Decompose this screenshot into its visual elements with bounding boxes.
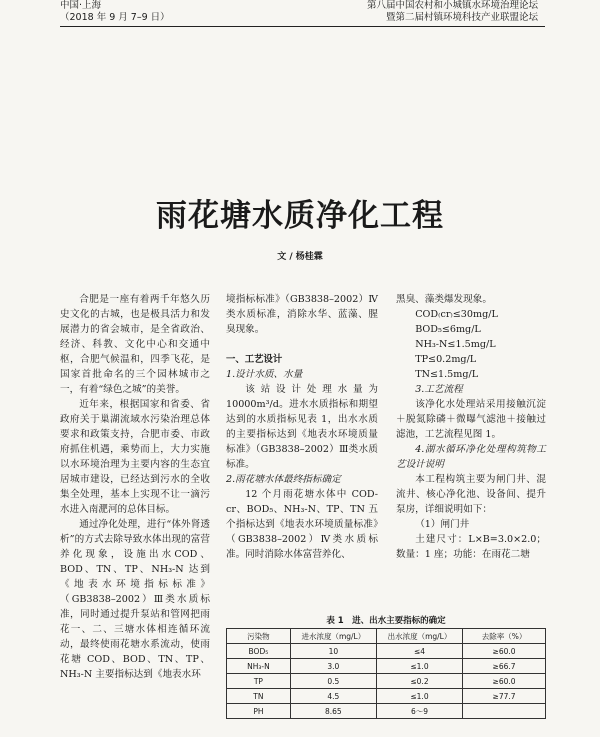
subsection-heading: 3.工艺流程: [415, 384, 463, 395]
table-row: [227, 689, 546, 704]
header-forum-title: 第八届中国农村和小城镇水环境治理论坛: [366, 0, 538, 11]
table-cell: 0.5: [290, 674, 376, 689]
table-row: [227, 644, 546, 659]
table-header: 污染物: [227, 629, 291, 644]
subsection-heading: 4.湖水循环净化处理构筑物工艺设计说明: [396, 444, 546, 470]
table-caption: 表 1 进、出水主要指标的确定: [326, 616, 446, 626]
paragraph: 黑臭、藻类爆发现象。: [396, 294, 492, 305]
header-right: [367, 0, 538, 24]
requirement-item: NH₃-N≤1.5mg/L: [415, 339, 496, 350]
table-row: [227, 704, 546, 719]
table-cell: ≤1.0: [376, 689, 462, 704]
requirement-item: BOD₅≤6mg/L: [415, 324, 481, 335]
header-location: 中国·上海: [60, 0, 102, 11]
table-cell: 6～9: [376, 704, 462, 719]
table-header: 出水浓度（mg/L）: [376, 629, 462, 644]
article-title: 雨花塘水质净化工程: [156, 198, 444, 234]
table-cell: 4.5: [290, 689, 376, 704]
table-cell: NH₃-N: [227, 659, 291, 674]
article-author: 文 / 杨桂霖: [277, 252, 323, 262]
table-header: 去除率（%）: [463, 629, 546, 644]
table-cell: ≥60.0: [463, 644, 546, 659]
table-header: 进水浓度（mg/L）: [290, 629, 376, 644]
table-cell: PH: [227, 704, 291, 719]
paragraph: 通过净化处理，进行“体外肾透析”的方式去除导致水体出现的富营养化现象，设施出水COD、BOD、TN、TP、NH₃-N 达到《地表水环境指标标准》（GB3838–2002）Ⅲ类水质标准，同时通过提升泵站和管网把雨花一、二、三塘水体相连循环流动，最终使雨花塘水系流动，使雨花塘 COD、BOD、TN、TP、NH₃-N 主要指标达到《地表水环: [60, 519, 210, 680]
table-cell: 10: [290, 644, 376, 659]
requirement-item: COD₍cr₎≤30mg/L: [415, 309, 498, 320]
paragraph: 土建尺寸：L×B=3.0×2.0；数量：1 座；功能：在雨花二塘: [396, 534, 546, 560]
section-heading: 一、工艺设计: [226, 354, 283, 365]
subsection-heading: 1.设计水质、水量: [226, 369, 303, 380]
paragraph: 该净化水处理站采用接触沉淀＋脱氮除磷＋微曝气滤池＋接触过滤池，工艺流程见图 1。: [396, 399, 546, 440]
paragraph: 12 个月雨花塘水体中 COD-cr、BOD₅、NH₃-N、TP、TN 五个指标达到《地表水环境质量标准》（GB3838–2002）Ⅳ类水质标准。同时消除水体富营养化、: [226, 489, 378, 560]
table-cell: BOD₅: [227, 644, 291, 659]
header-date: （2018 年 9 月 7–9 日）: [60, 12, 170, 23]
table-header-row: [227, 629, 546, 644]
table-cell: ≥60.0: [463, 674, 546, 689]
paragraph: 该站设计处理水量为 10000m³/d。进水水质指标和期望达到的水质指标见表 1，出水水质的主要指标达到《地表水环境质量标准》（GB3838–2002）Ⅲ类水质标准。: [226, 384, 378, 470]
header-left: [60, 0, 170, 24]
table-cell: 3.0: [290, 659, 376, 674]
table-cell: ≥77.7: [463, 689, 546, 704]
column-3: [396, 292, 546, 562]
paragraph: 境指标标准》（GB3838–2002）Ⅳ类水质标准，消除水华、蓝藻、腥臭现象。: [226, 294, 378, 335]
table-cell: ≥66.7: [463, 659, 546, 674]
page-header: [0, 0, 600, 24]
table-cell: ≤4: [376, 644, 462, 659]
requirement-item: TN≤1.5mg/L: [415, 369, 479, 380]
table-cell: ≤0.2: [376, 674, 462, 689]
table-cell: TP: [227, 674, 291, 689]
paragraph: 合肥是一座有着两千年悠久历史文化的古城，也是极具活力和发展潜力的省会城市，是全省政治、经济、科教、文化中心和交通中枢，合肥气候温和，四季飞花，是国家首批命名的三个园林城市之一，有着“绿色之城”的美誉。: [60, 294, 210, 395]
paragraph: 本工程构筑主要为闸门井、混流井、核心净化池、设备间、提升泵房，详细说明如下：: [396, 474, 546, 515]
water-quality-table: [226, 628, 546, 719]
paragraph: （1）闸门井: [415, 519, 470, 530]
column-2: [226, 292, 378, 562]
header-rule: [60, 26, 545, 27]
paragraph: 近年来，根据国家和省委、省政府关于巢湖流域水污染治理总体要求和政策支持，合肥市委、市政府抓住机遇，乘势而上，大力实施以水环境治理为主要内容的生态宜居城市建设，已经达到污水的全收集全处理，基本上实现不让一滴污水进入南淝河的总体目标。: [60, 399, 210, 515]
table-cell: ≤1.0: [376, 659, 462, 674]
table-row: [227, 659, 546, 674]
subsection-heading: 2.雨花塘水体最终指标确定: [226, 474, 341, 485]
table-cell: [463, 704, 546, 719]
header-forum-subtitle: 暨第二届村镇环境科技产业联盟论坛: [385, 12, 538, 23]
table-cell: 8.65: [290, 704, 376, 719]
requirement-item: TP≤0.2mg/L: [415, 354, 477, 365]
table-row: [227, 674, 546, 689]
column-1: [60, 292, 210, 682]
table-cell: TN: [227, 689, 291, 704]
